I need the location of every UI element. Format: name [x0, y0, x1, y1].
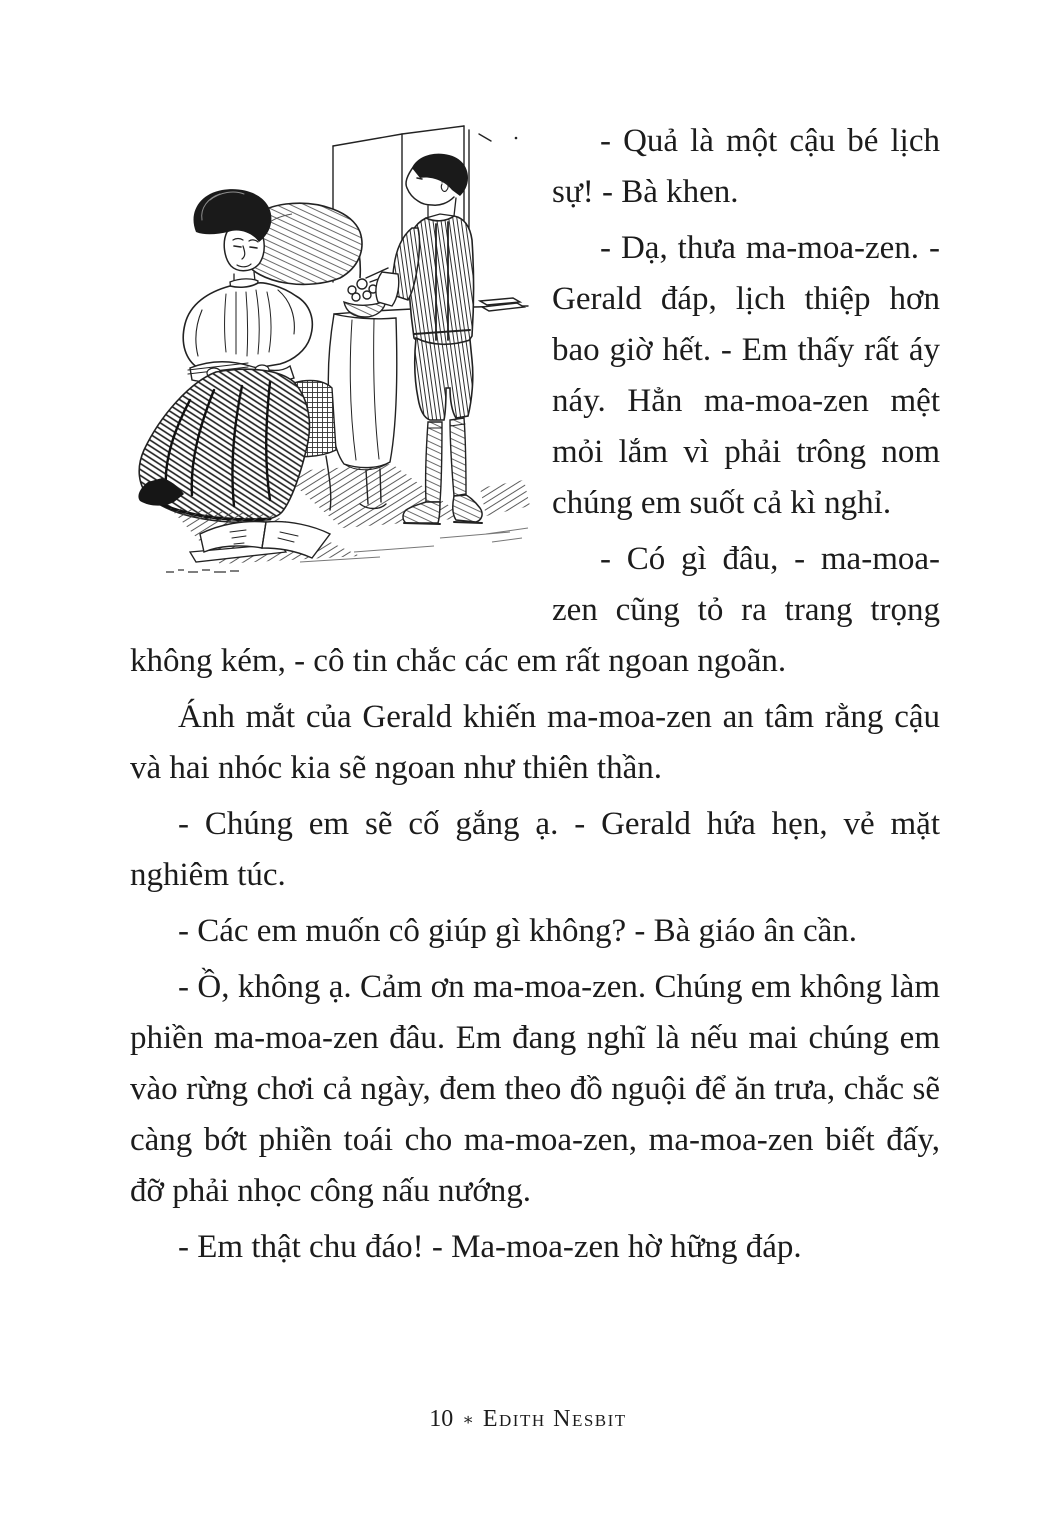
illustration-drawing — [130, 120, 542, 590]
page-number: 10 — [429, 1406, 454, 1432]
paragraph-2: - Dạ, thưa ma-moa-zen. - Gerald đáp, lịch thiệp hơn bao giờ hết. - Em thấy rất áy náy. Hẳn ma-moa-zen mệt mỏi lắm vì phải trông nom chúng em suốt cả kì nghỉ. — [552, 230, 940, 521]
paragraph-1: - Quả là một cậu bé lịch sự! - Bà khen. — [552, 123, 940, 210]
paragraph-7: - Ồ, không ạ. Cảm ơn ma-moa-zen. Chúng em không làm phiền ma-moa-zen đâu. Em đang nghĩ là nếu mai chúng em vào rừng chơi cả ngày, đem theo đồ nguội để ăn trưa, chắc sẽ càng bớt phiền toái cho ma-moa-zen, ma-moa-zen biết đấy, đỡ phải nhọc công nấu nướng. — [130, 969, 940, 1209]
paragraph-4: Ánh mắt của Gerald khiến ma-moa-zen an tâm rằng cậu và hai nhóc kia sẽ ngoan như thiên thần. — [130, 699, 940, 786]
floor-shadow-right — [480, 480, 530, 516]
page-text — [130, 116, 940, 1273]
page-footer — [0, 1406, 1056, 1433]
artist-signature — [166, 570, 239, 572]
paragraph-6: - Các em muốn cô giúp gì không? - Bà giáo ân cần. — [178, 913, 858, 949]
paragraph-5: - Chúng em sẽ cố gắng ạ. - Gerald hứa hẹn, vẻ mặt nghiêm túc. — [130, 806, 940, 893]
footer-separator-icon: ∗ — [462, 1410, 474, 1429]
paragraph-8: - Em thật chu đáo! - Ma-moa-zen hờ hững đáp. — [178, 1229, 802, 1265]
illustration — [130, 120, 542, 625]
woman-skirt — [138, 369, 309, 522]
book-author: Edith Nesbit — [482, 1406, 627, 1432]
paragraph-3: - Có gì đâu, - ma-moa-zen cũng tỏ ra trang trọng không kém, - cô tin chắc các em rất ngoan ngoãn. — [130, 541, 940, 679]
